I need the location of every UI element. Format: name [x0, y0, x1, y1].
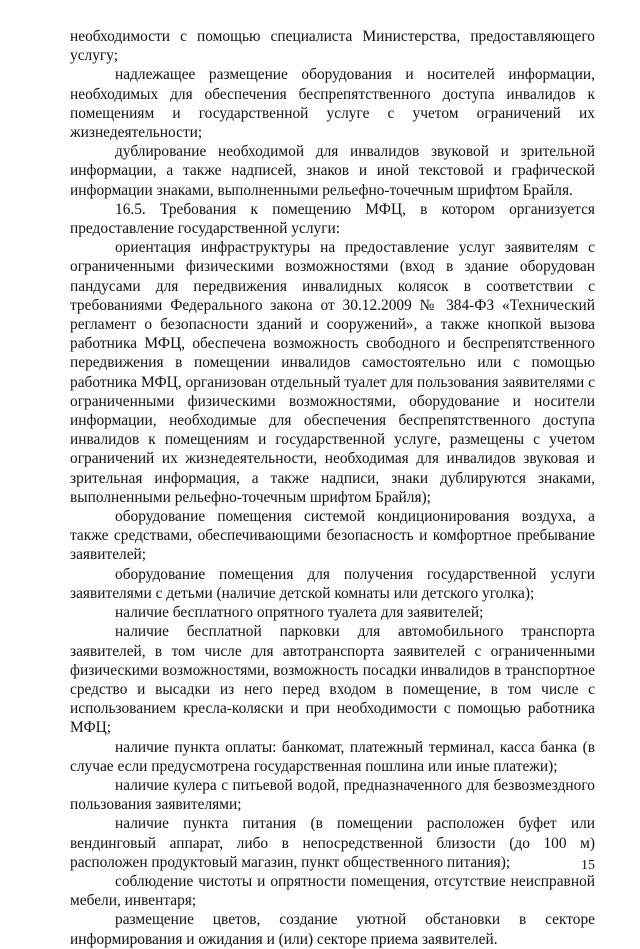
paragraph-10: наличие пункта оплаты: банкомат, платежный терминал, касса банка (в случае если предусмотрена государственная пошлина или иные платежи); — [70, 738, 595, 775]
paragraph-13: соблюдение чистоты и опрятности помещения, отсутствие неисправной мебели, инвентаря; — [70, 872, 595, 910]
paragraph-5: ориентация инфраструктуры на предоставление услуг заявителям с ограниченными физическими возможностями (вход в здание оборудован пандусами для передвижения инвалидных колясок в соответствии с требованиями Федерального закона от 30.12.2009 № 384-ФЗ «Технический регламент о безопасности зданий и сооружений», а также кнопкой вызова работника МФЦ, обеспечена возможность свободного и беспрепятственного передвижения в помещении инвалидов самостоятельно или с помощью работника МФЦ, организован отдельный туалет для пользования заявителями с ограниченными физическими возможностями, оборудование и носители информации, необходимые для обеспечения беспрепятственного доступа инвалидов к помещениям и государственной услуге, размещены с учетом ограничений их жизнедеятельности, необходимая для инвалидов звуковая и зрительная информация, а также надписи, знаки дублируются знаками, выполненными рельефно-точечным шрифтом Брайля); — [70, 239, 595, 506]
paragraph-2: надлежащее размещение оборудования и носителей информации, необходимых для обеспечения беспрепятственного доступа инвалидов к помещениям и государственной услуге с учетом ограничений их жизнедеятельности; — [70, 66, 595, 142]
paragraph-1: необходимости с помощью специалиста Министерства, предоставляющего услугу; — [70, 28, 595, 65]
paragraph-7: оборудование помещения для получения государственной услуги заявителями с детьми (наличие детской комнаты или детского уголка); — [70, 565, 595, 602]
paragraph-14: размещение цветов, создание уютной обстановки в секторе информирования и ожидания и (или) секторе приема заявителей. — [70, 911, 595, 948]
paragraph-12: наличие пункта питания (в помещении расположен буфет или вендинговый аппарат, либо в непосредственной близости (до 100 м) расположен продуктовый магазин, пункт общественного питания); — [70, 815, 595, 871]
paragraph-11: наличие кулера с питьевой водой, предназначенного для безвозмездного пользования заявителями; — [70, 776, 595, 814]
paragraph-9: наличие бесплатной парковки для автомобильного транспорта заявителей, в том числе для автотранспорта заявителей с ограниченными физическими возможностями, возможность посадки инвалидов в транспортное средство и высадки из него перед входом в помещение, в том числе с использованием кресла-коляски и при необходимости с помощью работника МФЦ; — [70, 623, 595, 737]
paragraph-8: наличие бесплатного опрятного туалета для заявителей; — [115, 604, 484, 622]
paragraph-6: оборудование помещения системой кондиционирования воздуха, а также средствами, обеспечивающими безопасность и комфортное пребывание заявителей; — [70, 508, 595, 564]
document-body — [70, 27, 595, 949]
paragraph-3: дублирование необходимой для инвалидов звуковой и зрительной информации, а также надписей, знаков и иной текстовой и графической информации знаками, выполненными рельефно-точечным шрифтом Брайля. — [70, 143, 595, 199]
page-number: 15 — [581, 858, 595, 873]
paragraph-4: 16.5. Требования к помещению МФЦ, в котором организуется предоставление государственной услуги: — [70, 200, 595, 238]
